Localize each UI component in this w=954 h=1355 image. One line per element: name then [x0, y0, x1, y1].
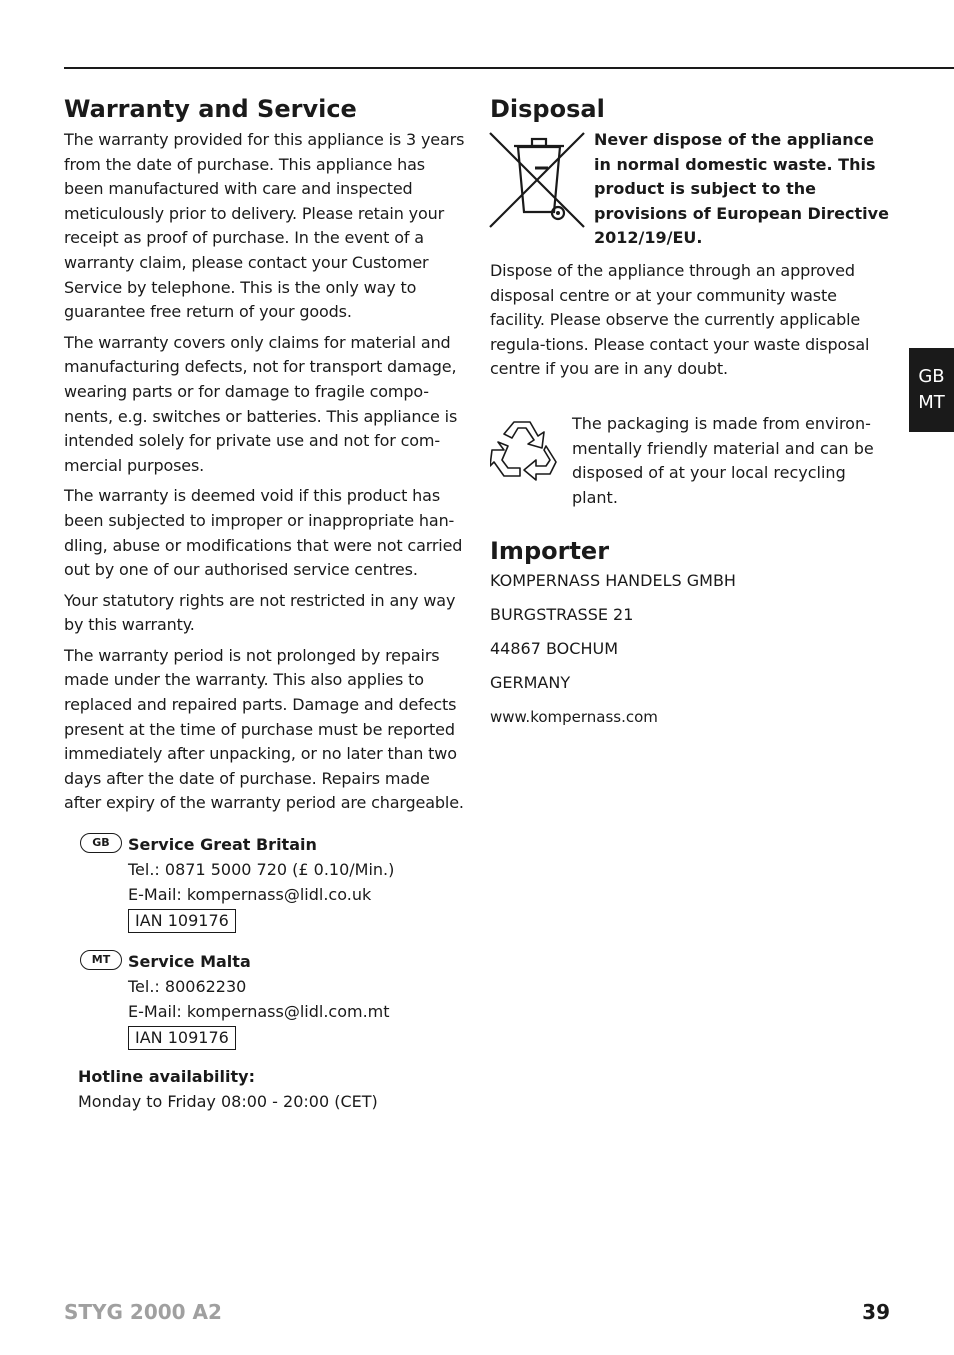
importer-city: 44867 BOCHUM: [490, 639, 618, 659]
footer-model-number: STYG 2000 A2: [64, 1300, 222, 1324]
importer-section: [490, 534, 890, 728]
service-malta: [64, 949, 466, 1050]
ian-number-box: IAN 109176: [128, 1026, 236, 1050]
crossed-out-wheelie-bin-icon: [488, 130, 588, 230]
disposal-heading: Disposal: [490, 95, 605, 123]
hotline-hours: Monday to Friday 08:00 - 20:00 (CET): [78, 1092, 378, 1112]
recycling-icon: [490, 416, 566, 486]
service-telephone: Tel.: 80062230: [128, 977, 247, 997]
service-title: Service Great Britain: [128, 835, 317, 855]
service-email: E-Mail: kompernass@lidl.com.mt: [128, 1002, 390, 1022]
service-telephone: Tel.: 0871 5000 720 (£ 0.10/Min.): [128, 860, 395, 880]
country-badge-gb: GB: [80, 833, 122, 853]
service-title: Service Malta: [128, 952, 251, 972]
disposal-section: [490, 92, 890, 728]
warranty-section: [64, 92, 466, 1114]
warranty-paragraph: Your statutory rights are not restricted in any way by this warranty.: [64, 590, 456, 635]
service-email: E-Mail: kompernass@lidl.co.uk: [128, 885, 372, 905]
packaging-recycling-row: [490, 412, 890, 510]
service-great-britain: [64, 832, 466, 933]
importer-company: KOMPERNASS HANDELS GMBH: [490, 571, 736, 591]
warranty-paragraph: The warranty is deemed void if this product has been subjected to improper or inappropriate han-dling, abuse or modifications that were not carried out by one of our authorised service centres.: [64, 486, 463, 580]
warranty-paragraph: The warranty period is not prolonged by repairs made under the warranty. This also applies to replaced and repaired parts. Damage and defects present at the time of purchase must be reported immediately after unpacking, or no later than two days after the date of purchase. Repairs made after expiry of the warranty period are chargeable.: [64, 645, 464, 813]
importer-street: BURGSTRASSE 21: [490, 605, 634, 625]
hotline-availability: [64, 1064, 466, 1114]
disposal-notice-row: [490, 128, 890, 251]
warranty-heading: Warranty and Service: [64, 95, 357, 123]
warranty-paragraph: The warranty provided for this appliance is 3 years from the date of purchase. This appliance has been manufactured with care and inspected meticulously prior to delivery. Please retain your receipt as proof of purchase. In the event of a warranty claim, please contact your Customer Service by telephone. This is the only way to guarantee free return of your goods.: [64, 130, 465, 322]
ian-number-box: IAN 109176: [128, 909, 236, 933]
hotline-title: Hotline availability:: [78, 1067, 255, 1087]
disposal-warning: Never dispose of the appliance in normal domestic waste. This product is subject to the provisions of European Directive 2012/19/EU.: [594, 130, 889, 248]
importer-country: GERMANY: [490, 673, 571, 693]
importer-website-link[interactable]: www.kompernass.com: [490, 708, 658, 727]
top-rule: [64, 67, 954, 69]
footer-page-number: 39: [862, 1300, 890, 1324]
importer-heading: Importer: [490, 537, 610, 566]
country-badge-mt: MT: [80, 950, 122, 970]
language-code-gb: GB: [918, 366, 945, 387]
language-tab: [909, 348, 954, 432]
language-code-mt: MT: [918, 392, 945, 413]
disposal-paragraph: Dispose of the appliance through an approved disposal centre or at your community waste facility. Please observe the currently applicable regula-tions. Please contact your waste disposal centre if you are in any doubt.: [490, 260, 870, 379]
warranty-paragraph: The warranty covers only claims for material and manufacturing defects, not for transport damage, wearing parts or for damage to fragile compo-nents, e.g. switches or batteries. This appliance is intended solely for private use and not for com-mercial purposes.: [64, 332, 458, 475]
packaging-text: The packaging is made from environ-mentally friendly material and can be disposed of at your local recycling plant.: [572, 413, 874, 507]
